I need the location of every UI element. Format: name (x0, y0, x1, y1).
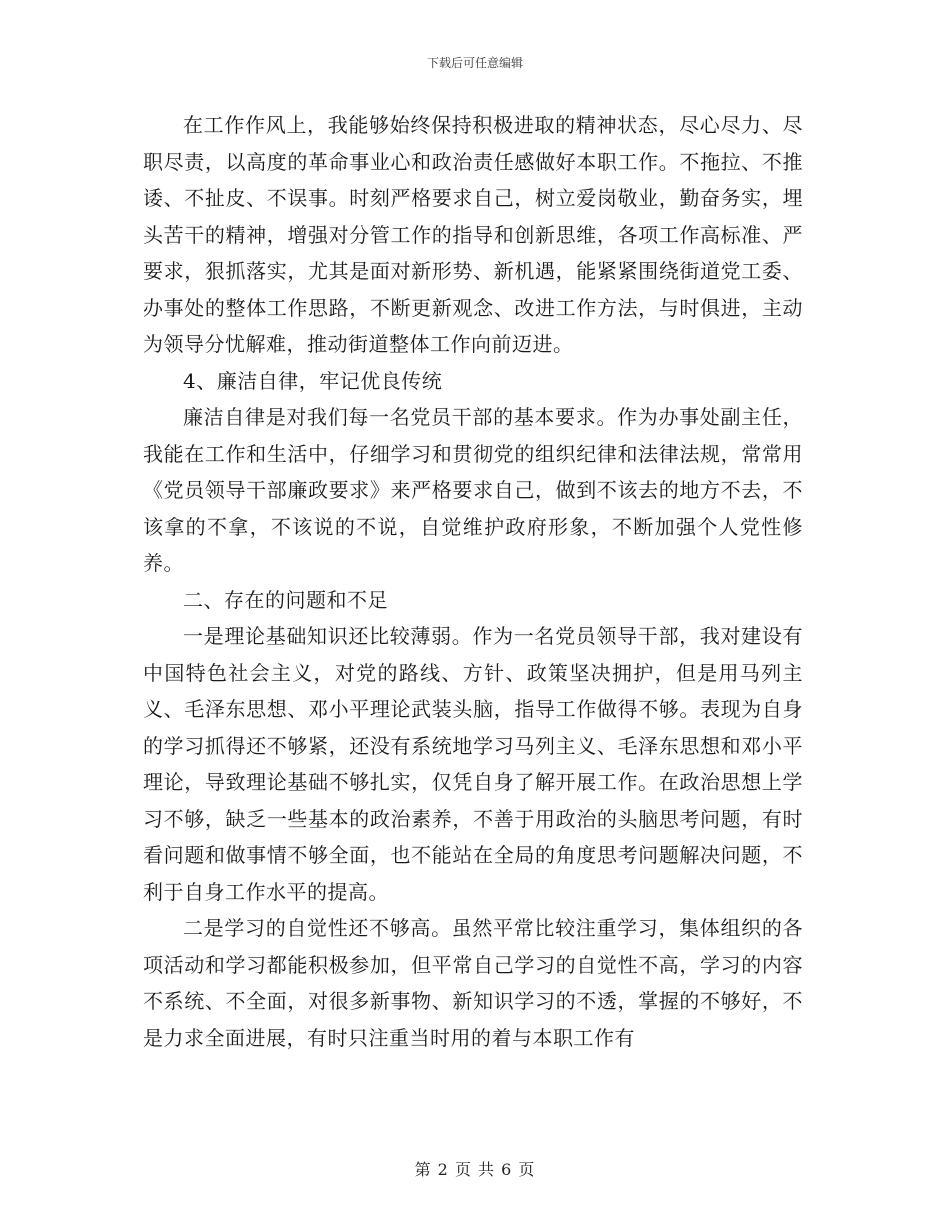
paragraph-work-style: 在工作作风上，我能够始终保持积极进取的精神状态，尽心尽力、尽职尽责，以高度的革命事业心和政治责任感做好本职工作。不拖拉、不推诿、不扯皮、不误事。时刻严格要求自己，树立爱岗敬业，勤奋务实，埋头苦干的精神，增强对分管工作的指导和创新思维，各项工作高标准、严要求，狠抓落实，尤其是面对新形势、新机遇，能紧紧围绕街道党工委、办事处的整体工作思路，不断更新观念、改进工作方法，与时俱进，主动为领导分忧解难，推动街道整体工作向前迈进。 (143, 113, 803, 356)
heading-problems: 二、存在的问题和不足 (183, 587, 388, 612)
paragraph-theory: 一是理论基础知识还比较薄弱。作为一名党员领导干部，我对建设有中国特色社会主义，对党的路线、方针、政策坚决拥护，但是用马列主义、毛泽东思想、邓小平理论武装头脑，指导工作做得不够。表现为自身的学习抓得还不够紧，还没有系统地学习马列主义、毛泽东思想和邓小平理论，导致理论基础不够扎实，仅凭自身了解开展工作。在政治思想上学习不够，缺乏一些基本的政治素养，不善于用政治的头脑思考问题，有时看问题和做事情不够全面，也不能站在全局的角度思考问题解决问题，不利于自身工作水平的提高。 (143, 624, 803, 904)
header-note: 下载后可任意编辑 (426, 56, 523, 70)
page-number-footer: 第 2 页 共 6 页 (414, 1160, 536, 1179)
paragraph-study: 二是学习的自觉性还不够高。虽然平常比较注重学习，集体组织的各项活动和学习都能积极参加，但平常自己学习的自觉性不高，学习的内容不系统、不全面，对很多新事物、新知识学习的不透，掌握的不够好，不是力求全面进展，有时只注重当时用的着与本职工作有 (143, 916, 803, 1050)
heading-integrity: 4、廉洁自律，牢记优良传统 (183, 368, 443, 393)
paragraph-integrity: 廉洁自律是对我们每一名党员干部的基本要求。作为办事处副主任，我能在工作和生活中，仔细学习和贯彻党的组织纪律和法律法规，常常用《党员领导干部廉政要求》来严格要求自己，做到不该去的地方不去，不该拿的不拿，不该说的不说，自觉维护政府形象，不断加强个人党性修养。 (143, 405, 803, 575)
body-text (143, 107, 803, 1056)
